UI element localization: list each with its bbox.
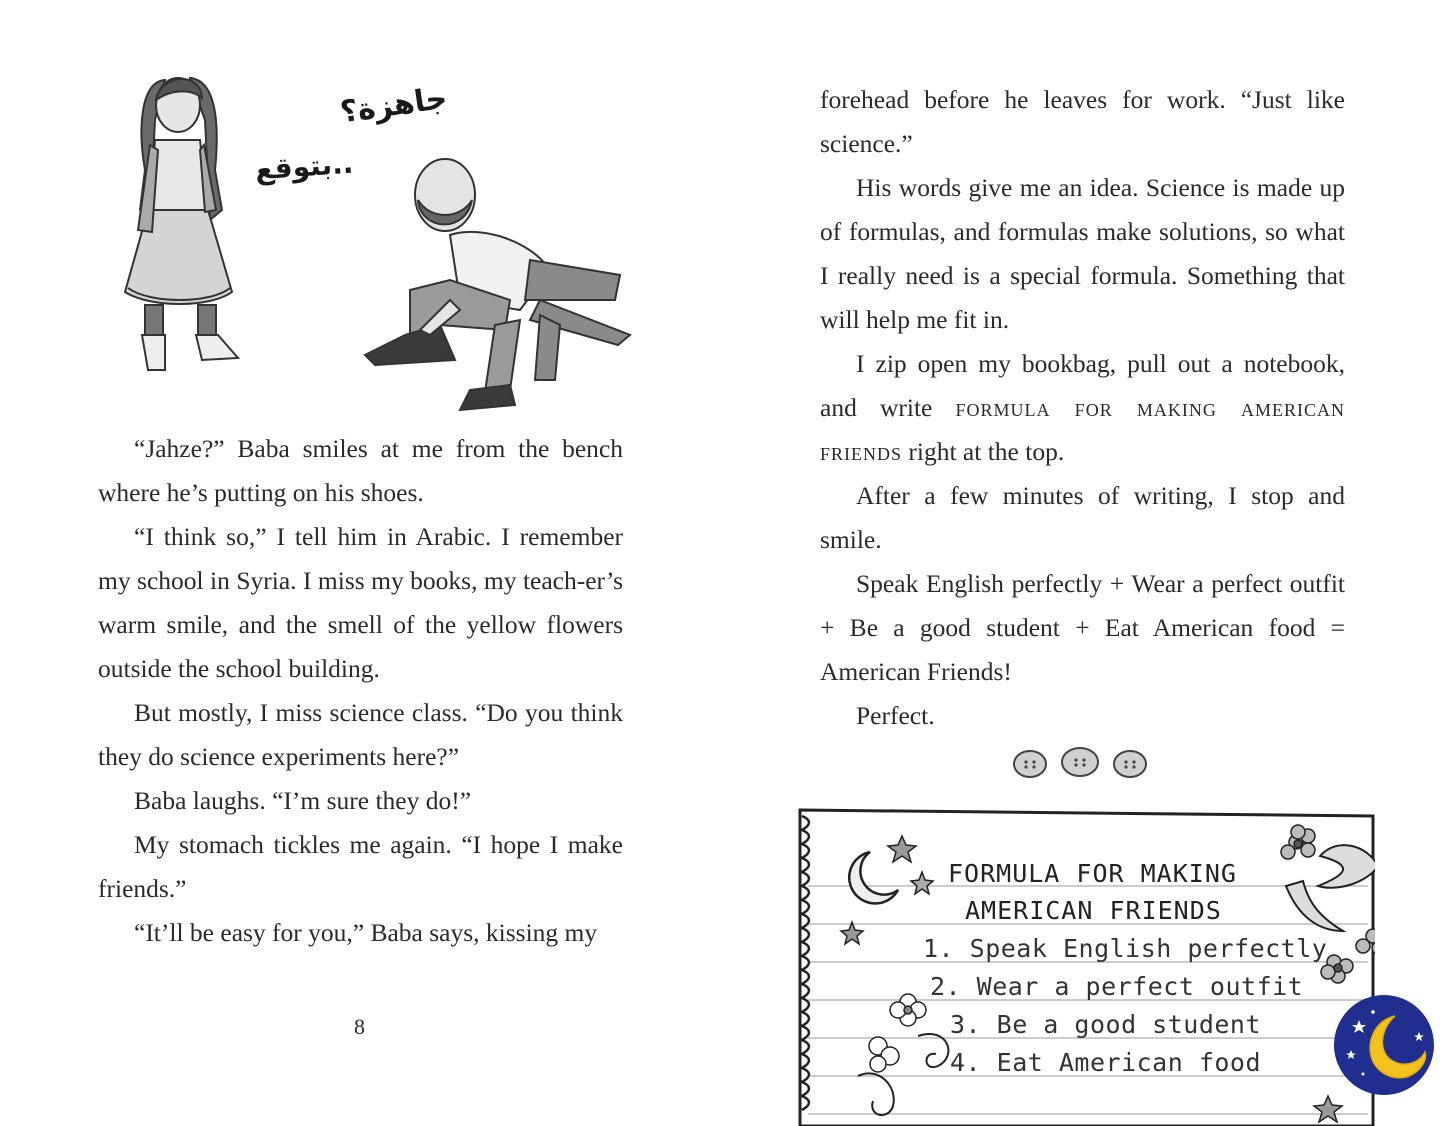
notebook-list-item: 2. Wear a perfect outfit [930, 972, 1304, 1001]
left-page-text [98, 427, 623, 955]
paragraph: “It’ll be easy for you,” Baba says, kissing my [134, 918, 598, 947]
speech-text-ready: جاهزة؟ [338, 80, 450, 131]
right-page-text [820, 78, 1345, 738]
button-ornament [1012, 745, 1152, 781]
notebook-drawing [798, 806, 1375, 1126]
paragraph: “Jahze?” Baba smiles at me from the bench where he’s putting on his shoes. [98, 434, 623, 507]
girl-and-father-illustration [110, 60, 640, 420]
paragraph: After a few minutes of writing, I stop and smile. [820, 481, 1345, 554]
speech-text-i-think: بتوقع.. [253, 146, 355, 187]
paragraph: But mostly, I miss science class. “Do you think they do science experiments here?” [98, 698, 623, 771]
notebook-list-item: 3. Be a good student [950, 1010, 1262, 1039]
notebook-title-line-1: FORMULA FOR MAKING [948, 859, 1237, 888]
paragraph [820, 342, 1345, 474]
paragraph: My stomach tickles me again. “I hope I make friends.” [98, 830, 623, 903]
paragraph-text: right at the top. [902, 437, 1065, 466]
paragraph: “I think so,” I tell him in Arabic. I remember my school in Syria. I miss my books, my teach-er’s warm smile, and the smell of the yellow flowers outside the school building. [98, 522, 623, 683]
notebook-page [798, 806, 1375, 1126]
formula-title-smallcaps: formula for making american friends [820, 393, 1345, 466]
paragraph-text: I zip open my bookbag, pull out a notebook, and write [820, 349, 1345, 422]
left-page [0, 0, 722, 1106]
page-number: 8 [354, 1014, 365, 1039]
paragraph: Speak English perfectly + Wear a perfect outfit + Be a good student + Eat American food = American Friends! [820, 569, 1345, 686]
notebook-list-item: 1. Speak English perfectly [923, 934, 1328, 963]
notebook-list-item: 4. Eat American food [950, 1048, 1262, 1077]
right-page [722, 0, 1445, 1106]
paragraph: Baba laughs. “I’m sure they do!” [134, 786, 472, 815]
paragraph: forehead before he leaves for work. “Just like science.” [820, 85, 1345, 158]
paragraph: His words give me an idea. Science is made up of formulas, and formulas make solutions, so what I really need is a special formula. Something that will help me fit in. [820, 173, 1345, 334]
notebook-title-line-2: AMERICAN FRIENDS [965, 896, 1222, 925]
paragraph: Perfect. [856, 701, 935, 730]
moon-night-badge-icon[interactable] [1333, 994, 1435, 1096]
